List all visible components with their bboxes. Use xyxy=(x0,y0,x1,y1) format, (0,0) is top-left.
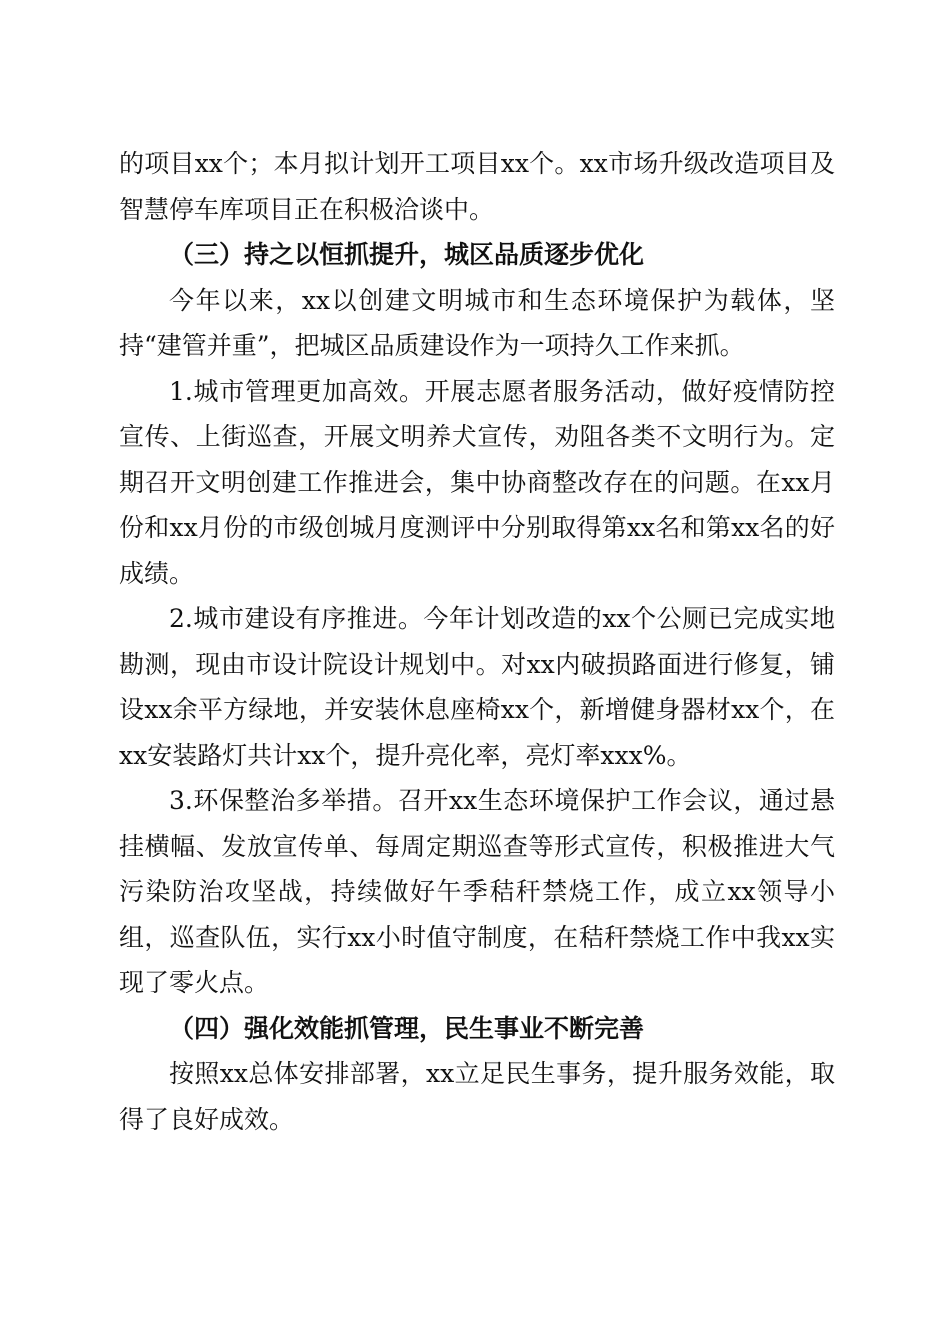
paragraph-environmental-protection: 3.环保整治多举措。召开xx生态环境保护工作会议，通过悬挂横幅、发放宣传单、每周定期巡查等形式宣传，积极推进大气污染防治攻坚战，持续做好午季秸秆禁烧工作，成立xx领导小组，巡查队伍，实行xx小时值守制度，在秸秆禁烧工作中我xx实现了零火点。 xyxy=(119,786,835,997)
paragraph-city-management: 1.城市管理更加高效。开展志愿者服务活动，做好疫情防控宣传、上街巡查，开展文明养犬宣传，劝阻各类不文明行为。定期召开文明创建工作推进会，集中协商整改存在的问题。在xx月份和xx月份的市级创城月度测评中分别取得第xx名和第xx名的好成绩。 xyxy=(119,376,835,588)
paragraph-project-status: 的项目xx个；本月拟计划开工项目xx个。xx市场升级改造项目及智慧停车库项目正在积极洽谈中。 xyxy=(119,149,835,224)
paragraph-livelihood-intro: 按照xx总体安排部署，xx立足民生事务，提升服务效能，取得了良好成效。 xyxy=(119,1059,835,1134)
paragraph-urban-quality-intro: 今年以来，xx以创建文明城市和生态环境保护为载体，坚持“建管并重”，把城区品质建设作为一项持久工作来抓。 xyxy=(119,285,835,360)
section-heading-4: （四）强化效能抓管理，民生事业不断完善 xyxy=(169,1013,645,1043)
section-heading-3: （三）持之以恒抓提升，城区品质逐步优化 xyxy=(169,240,645,269)
document-body xyxy=(119,141,835,1142)
paragraph-city-construction: 2.城市建设有序推进。今年计划改造的xx个公厕已完成实地勘测，现由市设计院设计规划中。对xx内破损路面进行修复，铺设xx余平方绿地，并安装休息座椅xx个，新增健身器材xx个，在xx安装路灯共计xx个，提升亮化率，亮灯率xxx%。 xyxy=(119,604,835,770)
